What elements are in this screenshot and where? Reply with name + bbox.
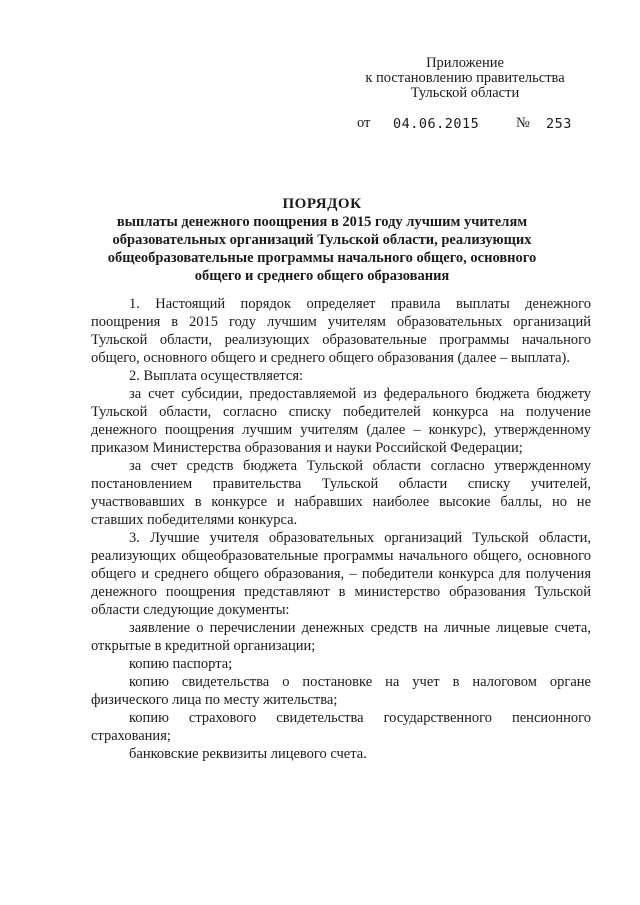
reference-number: 253: [546, 116, 572, 132]
paragraph-4: за счет средств бюджета Тульской области согласно утвержденному постановлением правительства Тульской области списку учителей, участвовавших в конкурсе и набравших наиболее высокие баллы, но не ставших победителями конкурса.: [91, 458, 591, 528]
paragraph-3: за счет субсидии, предоставляемой из федерального бюджета бюджету Тульской области, согласно списку победителей конкурса на получение денежного поощрения лучшим учителям (далее – конкурс), утвержденному приказом Министерства образования и науки Российской Федерации;: [91, 386, 591, 456]
paragraph-7: копию паспорта;: [129, 656, 233, 672]
paragraph-8: копию свидетельства о постановке на учет в налоговом органе физического лица по месту жительства;: [91, 674, 591, 708]
appendix-line-1: Приложение: [426, 55, 504, 71]
paragraph-10: банковские реквизиты лицевого счета.: [129, 746, 367, 762]
appendix-header: [330, 56, 600, 101]
title-main: ПОРЯДОК: [282, 196, 362, 212]
paragraph-6: заявление о перечислении денежных средств на личные лицевые счета, открытые в кредитной организации;: [91, 620, 591, 654]
appendix-line-3: Тульской области: [410, 85, 520, 101]
appendix-line-2: к постановлению правительства: [365, 70, 565, 86]
paragraph-5: 3. Лучшие учителя образовательных организаций Тульской области, реализующих общеобразовательные программы начального общего, основного общего и среднего общего образования, – победители конкурса для получения денежного поощрения представляют в министерство образования Тульской области следующие документы:: [91, 530, 591, 618]
paragraph-2: 2. Выплата осуществляется:: [129, 368, 304, 384]
reference-from-label: от: [357, 115, 371, 131]
document-body: [91, 295, 591, 763]
title-subtitle: выплаты денежного поощрения в 2015 году лучшим учителям образовательных организаций Тульской области, реализующих общеобразовательные программы начального общего, основного общего и среднего общего образования: [107, 214, 537, 284]
paragraph-9: копию страхового свидетельства государственного пенсионного страхования;: [91, 710, 591, 744]
reference-number-label: №: [516, 115, 530, 131]
document-title: [100, 195, 544, 285]
paragraph-1: 1. Настоящий порядок определяет правила выплаты денежного поощрения в 2015 году лучшим учителям образовательных организаций Тульской области, реализующих образовательные программы начального общего, основного общего и среднего общего образования (далее – выплата).: [91, 296, 591, 366]
reference-date: 04.06.2015: [393, 116, 480, 132]
